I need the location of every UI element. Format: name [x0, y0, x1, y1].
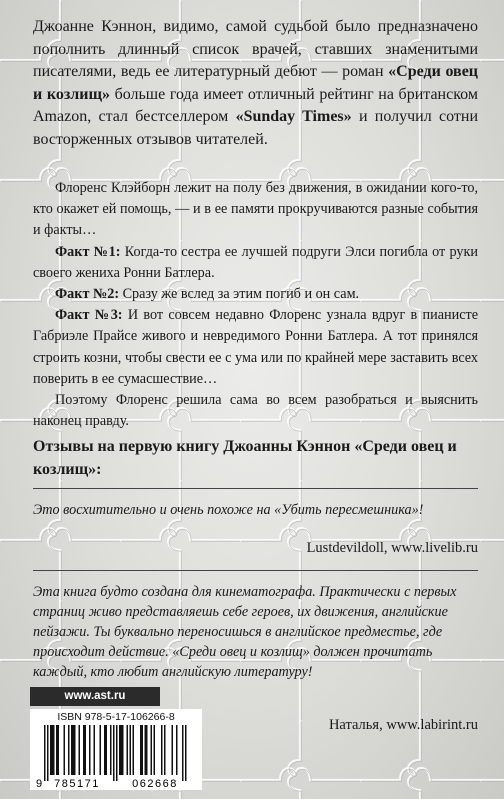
review-author-1: Lustdevildoll, www.livelib.ru	[306, 540, 478, 556]
barcode-bar	[113, 725, 115, 781]
synopsis-text	[33, 178, 478, 432]
barcode-bar	[53, 725, 55, 775]
publisher-site-badge: www.ast.ru	[30, 687, 160, 706]
review-quote-2: Эта книга будто создана для кинематографа. Практически с первых страниц живо представляешь себе героев, их движения, английские пейзажи. Ты буквально переносишься в английское предместье, где происходит действие. «Среди овец и козлищ» должен прочитать каждый, кто любит английскую литературу!	[33, 584, 457, 680]
barcode-bar	[44, 725, 46, 781]
intro-run: и получил сотни восторженных отзывов читателей.	[33, 108, 478, 148]
barcode-bar	[146, 725, 148, 775]
fact-label: Факт №1:	[55, 243, 121, 260]
barcode-bar	[79, 725, 81, 775]
barcode-bar	[58, 725, 60, 775]
intro-run: Джоанне Кэннон, видимо, самой судьбой было предназначено пополнить длинный список врачей, ставших знаменитыми писателями, ведь ее литературный дебют — роман	[33, 18, 478, 81]
synopsis-paragraph	[33, 242, 478, 284]
barcode-bar	[116, 725, 118, 781]
barcode-bar	[119, 725, 121, 775]
barcode-bar	[164, 725, 166, 775]
isbn-label: ISBN 978-5-17-106266-8	[57, 711, 175, 723]
reviews-heading: Отзывы на первую книгу Джоанны Кэннон «Среди овец и козлищ»:	[33, 438, 457, 478]
review-quote-1: Это восхитительно и очень похоже на «Убить пересмешника»!	[33, 502, 424, 518]
synopsis-paragraph	[33, 305, 478, 390]
synopsis-text-run: Флоренс Клэйборн лежит на полу без движения, в ожидании кого-то, кто окажет ей помощь, — и в ее памяти прокручиваются разные события и факты…	[33, 180, 478, 239]
barcode-bars	[44, 725, 187, 781]
intro-emphasis: «Среди овец и козлищ»	[33, 63, 479, 103]
synopsis-text-run: Когда-то сестра ее лучшей подруги Элси погибла от руки своего жениха Ронни Батлера.	[33, 243, 478, 281]
barcode-box	[30, 709, 202, 790]
divider	[33, 488, 478, 489]
barcode-bar	[110, 725, 112, 775]
barcode-bar	[71, 725, 73, 775]
barcode-digit-group: 062668	[132, 778, 178, 790]
fact-label: Факт №3:	[55, 307, 123, 324]
synopsis-text-run: И вот совсем недавно Флоренс узнала вдруг в пианисте Габриэле Прайсе живого и невредимого Ронни Батлера. А тот принялся строить козни, чтобы свести ее с ума или по крайней мере заставить всех поверить в ее сумасшествие…	[33, 307, 478, 387]
review-author-2: Наталья, www.labirint.ru	[328, 717, 478, 733]
barcode-bar	[122, 725, 124, 775]
barcode-bar	[50, 725, 52, 775]
barcode-bar	[74, 725, 76, 775]
intro-emphasis: «Sunday Times»	[235, 108, 352, 126]
barcode-bar	[161, 725, 163, 775]
intro-paragraph	[33, 16, 478, 152]
barcode-bar	[142, 725, 144, 775]
synopsis-paragraph	[33, 390, 478, 432]
barcode-bar	[121, 725, 123, 775]
barcode-bar	[94, 725, 96, 775]
barcode-bar	[47, 725, 49, 781]
barcode-bar	[130, 725, 132, 775]
barcode	[30, 709, 202, 790]
barcode-bar	[64, 725, 66, 775]
barcode-bar	[56, 725, 58, 775]
synopsis-text-run: Сразу же вслед за этим погиб и он сам.	[119, 286, 360, 303]
barcode-bar	[151, 725, 153, 775]
barcode-bar	[182, 725, 184, 781]
barcode-bar	[172, 725, 174, 775]
barcode-bar	[52, 725, 54, 775]
synopsis-paragraph	[33, 178, 478, 242]
synopsis-text-run: Поэтому Флоренс решила сама во всем разобраться и выяснить наконец правду.	[33, 392, 478, 430]
barcode-bar	[176, 725, 178, 775]
intro-run: больше года имеет отличный рейтинг на британском Amazon, стал бестселлером	[33, 85, 478, 126]
barcode-digit-group: 9	[36, 778, 43, 790]
barcode-digit-group: 785171	[54, 778, 100, 790]
barcode-bar	[145, 725, 147, 775]
barcode-bar	[185, 725, 187, 781]
barcode-bar	[73, 725, 75, 775]
divider	[33, 570, 478, 571]
barcode-bar	[83, 725, 85, 775]
barcode-bar	[127, 725, 129, 775]
barcode-bar	[68, 725, 70, 775]
barcode-bar	[106, 725, 108, 775]
synopsis-paragraph	[33, 284, 478, 305]
barcode-bar	[133, 725, 135, 775]
barcode-bar	[100, 725, 102, 775]
barcode-bar	[89, 725, 91, 775]
barcode-bar	[104, 725, 106, 775]
barcode-bar	[85, 725, 87, 775]
barcode-bar	[154, 725, 156, 775]
intro-text	[33, 16, 478, 152]
fact-label: Факт №2:	[55, 286, 120, 303]
barcode-bar	[140, 725, 142, 775]
